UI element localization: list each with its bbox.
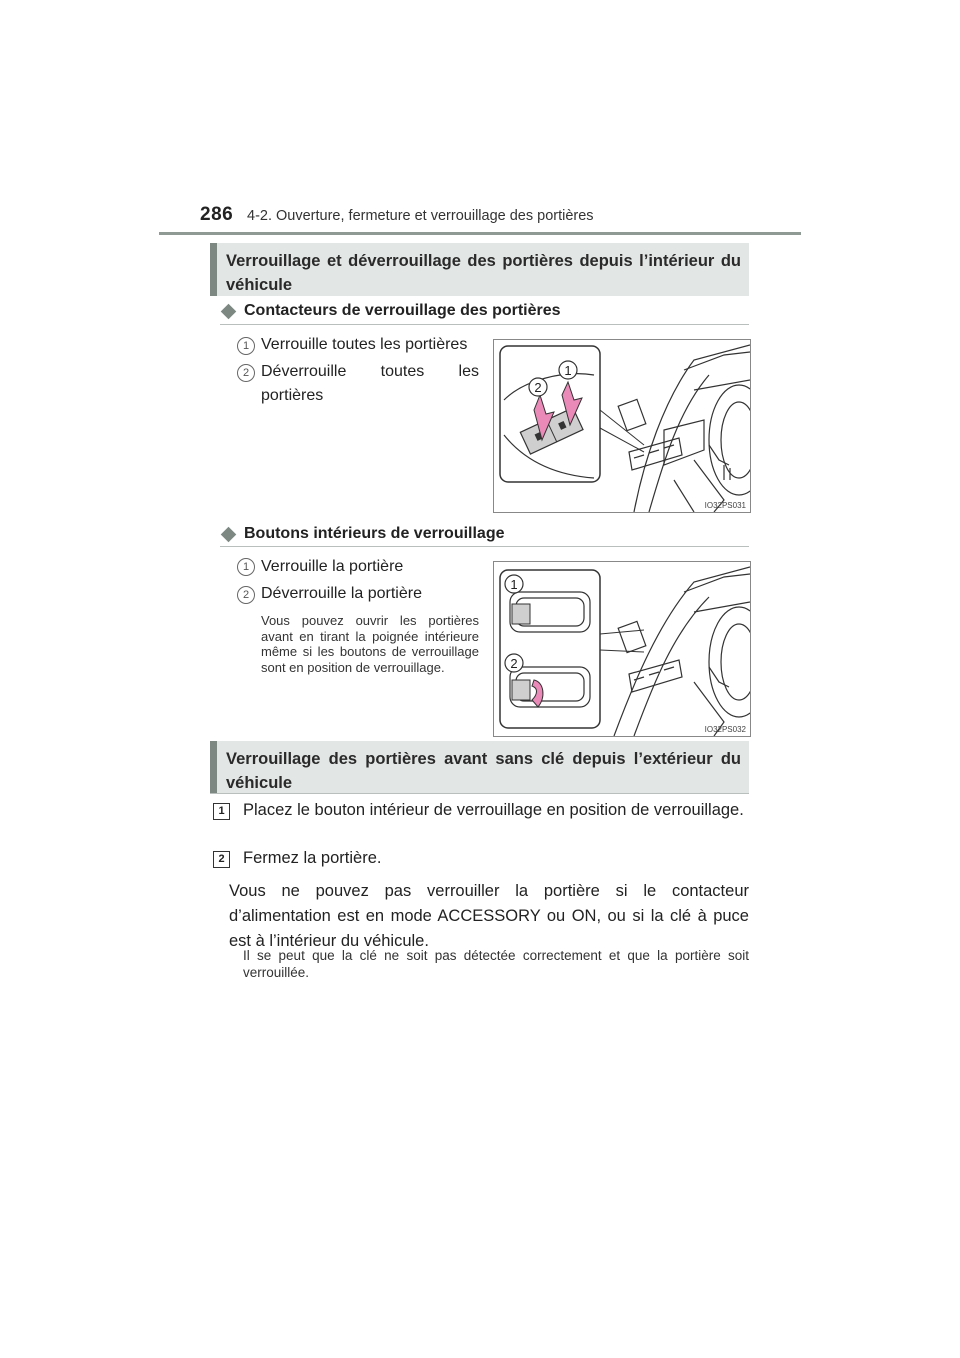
subsection-heading-door-lock-switches xyxy=(220,302,561,320)
callout-label-1: 1 xyxy=(510,577,518,592)
section-divider xyxy=(210,793,749,794)
section-bar xyxy=(210,243,217,296)
chapter-title: 4-2. Ouverture, fermeture et verrouillage des portières xyxy=(247,208,594,224)
item-text-unlock-all: Déverrouille toutes les portières xyxy=(261,363,479,404)
note-key-detection: Il se peut que la clé ne soit pas détectée correctement et que la portière soit verrouillée. xyxy=(243,948,749,980)
figure-code: IO32PS032 xyxy=(704,725,746,734)
item-text-lock-door: Verrouille la portière xyxy=(261,558,404,575)
lock-button-unlocked xyxy=(512,680,530,700)
section-heading-keyless-locking xyxy=(210,741,749,793)
figure-interior-lock-buttons xyxy=(493,561,751,737)
section-bar xyxy=(210,741,217,793)
lock-button-locked xyxy=(512,604,530,624)
item-number-1: 1 xyxy=(237,558,255,576)
step-number-1: 1 xyxy=(213,803,230,820)
item-number-1: 1 xyxy=(237,337,255,355)
step-text-1: Placez le bouton intérieur de verrouillage en position de verrouillage. xyxy=(243,801,744,819)
header-divider xyxy=(159,232,801,235)
item-number-2: 2 xyxy=(237,586,255,604)
callout-label-2: 2 xyxy=(534,380,542,395)
page-number: 286 xyxy=(200,204,234,225)
callout-label-1: 1 xyxy=(564,363,572,378)
note-interior-handle: Vous pouvez ouvrir les portières avant en tirant la poignée intérieure même si les boutons de verrouillage sont en position de verrouillage. xyxy=(261,613,479,675)
item-number-2: 2 xyxy=(237,364,255,382)
item-text-lock-all: Verrouille toutes les portières xyxy=(261,336,468,353)
illustration-lock-button xyxy=(494,562,750,736)
item-text-unlock-door: Déverrouille la portière xyxy=(261,585,422,602)
diamond-bullet-icon xyxy=(221,303,237,319)
subsection-title: Boutons intérieurs de verrouillage xyxy=(244,525,505,542)
section-heading-interior-locking xyxy=(210,243,749,296)
subsection-heading-interior-lock-buttons xyxy=(220,525,505,543)
illustration-lock-switch xyxy=(494,340,750,512)
figure-code: IO32PS031 xyxy=(704,501,746,510)
section-title: Verrouillage et déverrouillage des portières depuis l’intérieur du véhicule xyxy=(226,252,741,294)
section-title: Verrouillage des portières avant sans clé depuis l’extérieur du véhicule xyxy=(226,750,741,792)
diamond-bullet-icon xyxy=(221,526,237,542)
callout-label-2: 2 xyxy=(510,656,518,671)
paragraph-lock-conditions: Vous ne pouvez pas verrouiller la portière si le contacteur d’alimentation est en mode ACCESSORY ou ON, ou si la clé à puce est à l’intérieur du véhicule. xyxy=(229,882,749,950)
subsection-title: Contacteurs de verrouillage des portières xyxy=(244,302,561,319)
figure-door-lock-switches xyxy=(493,339,751,513)
step-number-2: 2 xyxy=(213,851,230,868)
step-text-2: Fermez la portière. xyxy=(243,849,382,867)
subsection-divider xyxy=(220,324,749,325)
subsection-divider xyxy=(220,546,749,547)
